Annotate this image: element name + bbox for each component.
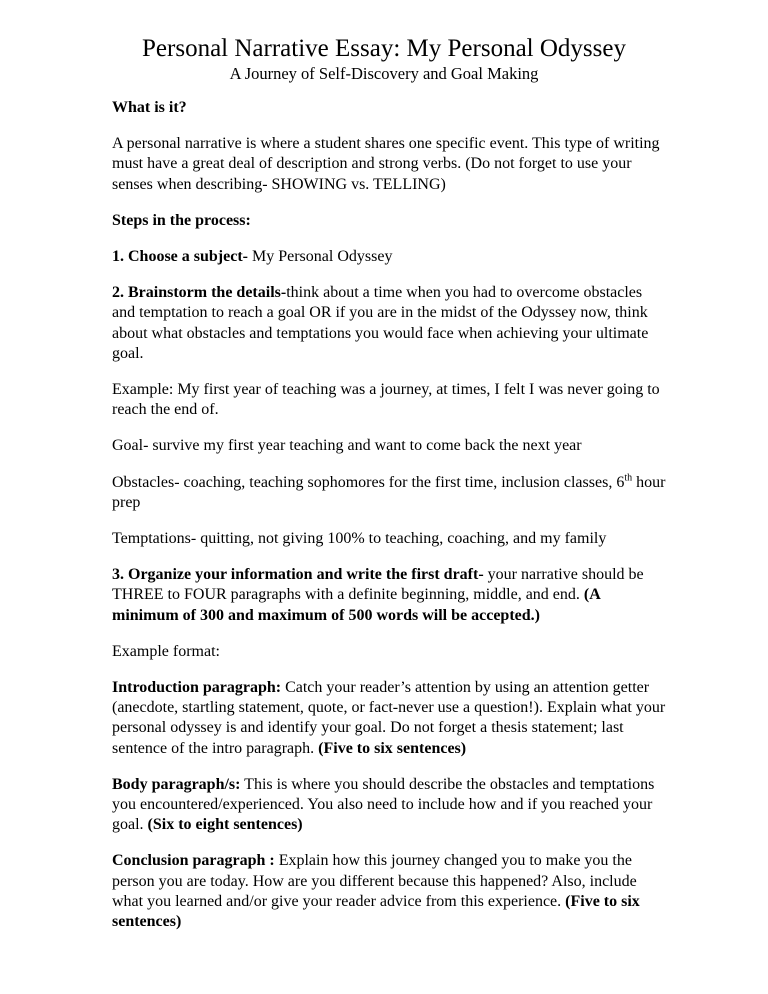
obstacles-line (112, 473, 668, 513)
obstacles-text-b: hour prep (112, 473, 666, 511)
conclusion-text: Explain how this journey changed you to make you the person you are today. How are you different because this happened? Also, include what you learned and/or give your reader advice from this experience. (112, 852, 637, 910)
step-1-text: My Personal Odyssey (248, 248, 393, 266)
step-2-label: 2. Brainstorm the details- (112, 284, 287, 302)
steps-heading-text: Steps in the process: (112, 211, 251, 229)
document-subtitle: A Journey of Self-Discovery and Goal Making (229, 64, 539, 83)
conclusion-bold-end: (Five to six sentences) (112, 892, 640, 931)
step-2-text: think about a time when you had to overcome obstacles and temptation to reach a goal OR if you are in the midst of the Odyssey now, think about what obstacles and temptations you would face when achieving your ultimate goal. (112, 284, 649, 362)
example-format-label: Example format: (112, 642, 220, 660)
intro-bold-end: (Five to six sentences) (318, 739, 467, 757)
steps-heading (112, 211, 668, 231)
what-body: A personal narrative is where a student shares one specific event. This type of writing must have a great deal of description and strong verbs. (Do not forget to use your senses when describing- SHOWING vs. TELLING) (112, 135, 660, 193)
step-1-label: 1. Choose a subject- (112, 248, 248, 266)
step-2 (112, 283, 668, 364)
step-3-bold-end: (A minimum of 300 and maximum of 500 words will be accepted.) (112, 586, 600, 624)
step-3 (112, 565, 668, 626)
step-3-text: your narrative should be THREE to FOUR paragraphs with a definite beginning, middle, and end. (112, 566, 644, 604)
body-paragraph (112, 775, 668, 836)
body-label: Body paragraph/s: (112, 775, 241, 793)
step-3-label: 3. Organize your information and write the first draft- (112, 566, 484, 584)
intro-label: Introduction paragraph: (112, 679, 282, 697)
document-title: Personal Narrative Essay: My Personal Odyssey (142, 35, 626, 62)
intro-paragraph (112, 678, 668, 759)
what-heading (112, 98, 668, 118)
intro-text: Catch your reader’s attention by using an attention getter (anecdote, startling statement, quote, or fact-never use a question!). Explain what your personal odyssey is and identify your goal. Do not forget a thesis statement; last sentence of the intro paragraph. (112, 679, 666, 757)
goal-line: Goal- survive my first year teaching and want to come back the next year (112, 437, 582, 455)
example-paragraph: Example: My first year of teaching was a journey, at times, I felt I was never going to reach the end of. (112, 381, 660, 419)
what-heading-text: What is it? (112, 99, 187, 116)
body-text: This is where you should describe the obstacles and temptations you encountered/experienced. You also need to include how and if you reached your goal. (112, 775, 655, 834)
obstacles-superscript: th (624, 472, 633, 484)
step-1 (112, 247, 668, 267)
conclusion-paragraph (112, 851, 668, 932)
body-bold-end: (Six to eight sentences) (147, 816, 303, 834)
temptations-line: Temptations- quitting, not giving 100% to teaching, coaching, and my family (112, 530, 607, 548)
obstacles-text-a: Obstacles- coaching, teaching sophomores for the first time, inclusion classes, 6 (112, 473, 625, 491)
conclusion-label: Conclusion paragraph : (112, 852, 275, 870)
